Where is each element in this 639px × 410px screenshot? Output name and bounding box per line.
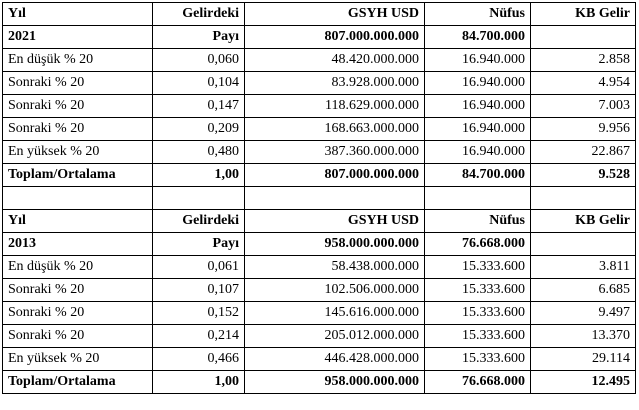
population-value: 15.333.600 [425,256,531,279]
income-share: 0,060 [153,49,245,72]
gdp-value: 205.012.000.000 [245,325,425,348]
empty-cell [531,187,636,210]
table-1-subheader-row [3,26,636,49]
table-row [3,49,636,72]
total-share: 1,00 [153,371,245,394]
income-share: 0,107 [153,279,245,302]
total-population: 84.700.000 [425,164,531,187]
population-value: 15.333.600 [425,325,531,348]
income-share: 0,152 [153,302,245,325]
quintile-label: Sonraki % 20 [3,95,153,118]
quintile-label: En yüksek % 20 [3,141,153,164]
population-value: 15.333.600 [425,279,531,302]
share-column-subheader: Payı [153,233,245,256]
per-capita-income: 4.954 [531,72,636,95]
population-value: 16.940.000 [425,49,531,72]
gdp-column-header: GSYH USD [245,3,425,26]
table-spacer-row [3,187,636,210]
quintile-label: En düşük % 20 [3,49,153,72]
gdp-value: 83.928.000.000 [245,72,425,95]
population-column-header: Nüfus [425,210,531,233]
average-per-capita-income: 12.495 [531,371,636,394]
table-row [3,256,636,279]
gdp-value: 168.663.000.000 [245,118,425,141]
population-value: 16.940.000 [425,118,531,141]
total-gdp: 807.000.000.000 [245,164,425,187]
quintile-label: Sonraki % 20 [3,302,153,325]
per-capita-income-column-header: KB Gelir [531,3,636,26]
total-population: 76.668.000 [425,371,531,394]
income-share: 0,209 [153,118,245,141]
per-capita-income: 13.370 [531,325,636,348]
empty-cell [3,187,153,210]
per-capita-income: 6.685 [531,279,636,302]
income-distribution-table [2,2,636,394]
population-value: 16.940.000 [425,72,531,95]
table-row [3,118,636,141]
quintile-label: Sonraki % 20 [3,118,153,141]
total-share: 1,00 [153,164,245,187]
income-share: 0,147 [153,95,245,118]
total-label: Toplam/Ortalama [3,371,153,394]
quintile-label: Sonraki % 20 [3,279,153,302]
population-value: 16.940.000 [425,95,531,118]
total-gdp: 958.000.000.000 [245,371,425,394]
per-capita-income: 7.003 [531,95,636,118]
table-row [3,348,636,371]
empty-cell [245,187,425,210]
per-capita-income-column-header: KB Gelir [531,210,636,233]
year-value: 2013 [3,233,153,256]
total-label: Toplam/Ortalama [3,164,153,187]
gdp-value: 446.428.000.000 [245,348,425,371]
gdp-column-header: GSYH USD [245,210,425,233]
table-2-total-row [3,371,636,394]
per-capita-income: 29.114 [531,348,636,371]
income-share: 0,466 [153,348,245,371]
table-2-subheader-row [3,233,636,256]
quintile-label: En yüksek % 20 [3,348,153,371]
year-column-header: Yıl [3,210,153,233]
quintile-label: Sonraki % 20 [3,72,153,95]
empty-cell [531,26,636,49]
table-1-total-row [3,164,636,187]
per-capita-income: 2.858 [531,49,636,72]
empty-cell [425,187,531,210]
year-value: 2021 [3,26,153,49]
income-share: 0,480 [153,141,245,164]
population-total-value: 84.700.000 [425,26,531,49]
per-capita-income: 9.956 [531,118,636,141]
per-capita-income: 9.497 [531,302,636,325]
quintile-label: Sonraki % 20 [3,325,153,348]
share-column-header: Gelirdeki [153,3,245,26]
income-share: 0,214 [153,325,245,348]
year-column-header: Yıl [3,3,153,26]
population-total-value: 76.668.000 [425,233,531,256]
gdp-value: 387.360.000.000 [245,141,425,164]
table-row [3,141,636,164]
table-row [3,279,636,302]
gdp-total-value: 807.000.000.000 [245,26,425,49]
gdp-value: 58.438.000.000 [245,256,425,279]
gdp-total-value: 958.000.000.000 [245,233,425,256]
per-capita-income: 22.867 [531,141,636,164]
income-share: 0,104 [153,72,245,95]
table-2-header-row [3,210,636,233]
gdp-value: 48.420.000.000 [245,49,425,72]
table-row [3,95,636,118]
gdp-value: 102.506.000.000 [245,279,425,302]
population-column-header: Nüfus [425,3,531,26]
population-value: 15.333.600 [425,302,531,325]
gdp-value: 118.629.000.000 [245,95,425,118]
gdp-value: 145.616.000.000 [245,302,425,325]
table-row [3,72,636,95]
income-share: 0,061 [153,256,245,279]
income-distribution-sheet [2,2,635,394]
share-column-subheader: Payı [153,26,245,49]
quintile-label: En düşük % 20 [3,256,153,279]
per-capita-income: 3.811 [531,256,636,279]
table-row [3,302,636,325]
empty-cell [153,187,245,210]
population-value: 15.333.600 [425,348,531,371]
table-1-header-row [3,3,636,26]
average-per-capita-income: 9.528 [531,164,636,187]
table-row [3,325,636,348]
empty-cell [531,233,636,256]
share-column-header: Gelirdeki [153,210,245,233]
population-value: 16.940.000 [425,141,531,164]
